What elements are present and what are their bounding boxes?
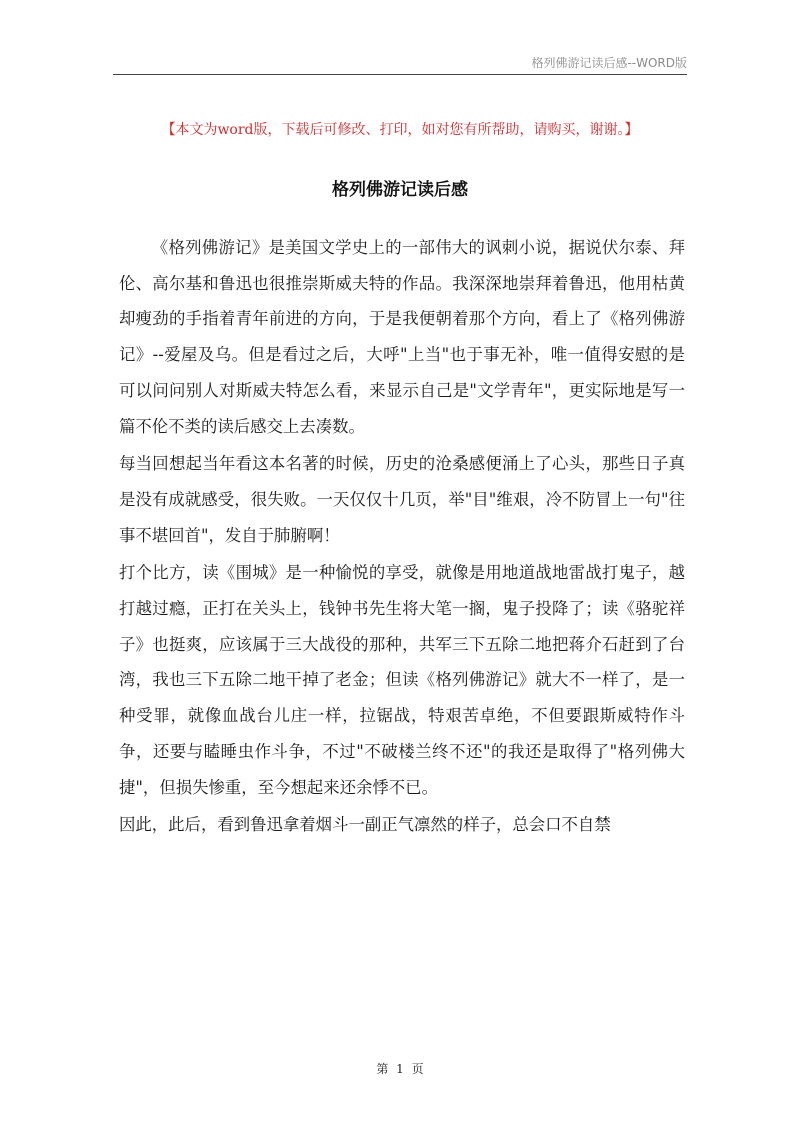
document-title: 格列佛游记读后感 [332, 180, 468, 200]
page-number-footer [0, 1060, 800, 1077]
running-header: 格列佛游记读后感--WORD版 [531, 56, 687, 70]
paragraph-3: 打个比方，读《围城》是一种愉悦的享受，就像是用地道战地雷战打鬼子，越打越过瘾，正打在关头上，钱钟书先生将大笔一搁，鬼子投降了；读《骆驼祥子》也挺爽，应该属于三大战役的那种，共军三下五除二地把蒋介石赶到了台湾，我也三下五除二地干掉了老金；但读《格列佛游记》就大不一样了，是一种受罪，就像血战台儿庄一样，拉锯战，特艰苦卓绝，不但要跟斯威特作斗争，还要与瞌睡虫作斗争，不过"不破楼兰终不还"的我还是取得了"格列佛大捷"，但损失惨重，至今想起来还余悸不已。 [119, 563, 685, 797]
page-number: 1 [396, 1062, 404, 1076]
paragraph-1: 《格列佛游记》是美国文学史上的一部伟大的讽刺小说，据说伏尔泰、拜伦、高尔基和鲁迅也很推崇斯威夫特的作品。我深深地崇拜着鲁迅，他用枯黄却瘦劲的手指着青年前进的方向，于是我便朝着那个方向，看上了《格列佛游记》--爱屋及乌。但是看过之后，大呼"上当"也于事无补，唯一值得安慰的是可以问问别人对斯威夫特怎么看，来显示自己是"文学青年"，更实际地是写一篇不伦不类的读后感交上去凑数。 [119, 238, 685, 436]
page-prefix: 第 [376, 1062, 389, 1076]
paragraph-2: 每当回想起当年看这本名著的时候，历史的沧桑感便涌上了心头，那些日子真是没有成就感受，很失败。一天仅仅十几页，举"目"维艰，冷不防冒上一句"往事不堪回首"，发自于肺腑啊！ [119, 454, 685, 545]
page-suffix: 页 [411, 1062, 424, 1076]
header-divider [113, 74, 687, 75]
paragraph-4: 因此，此后，看到鲁迅拿着烟斗一副正气凛然的样子，总会口不自禁 [119, 815, 611, 835]
purchase-notice: 【本文为word版，下载后可修改、打印，如对您有所帮助，请购买，谢谢。】 [161, 122, 639, 138]
document-body [119, 230, 685, 843]
